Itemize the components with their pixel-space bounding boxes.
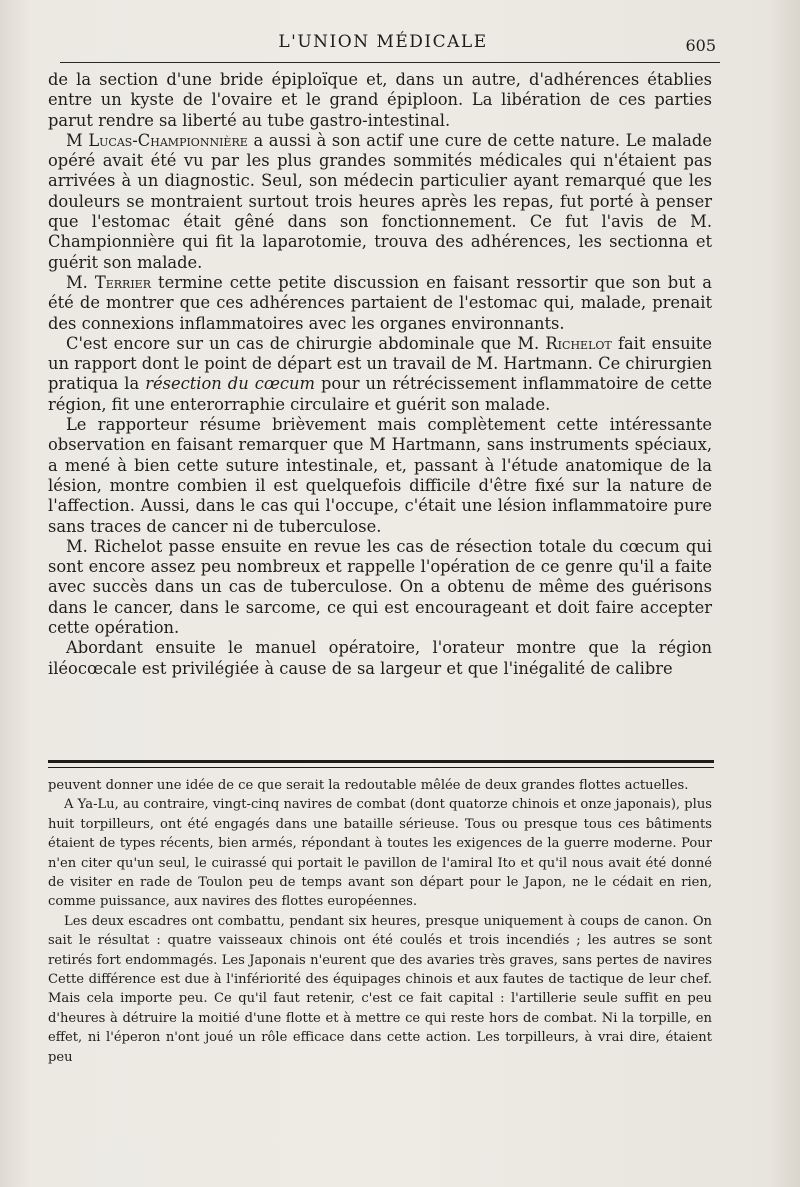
main-text <box>48 70 712 679</box>
paragraph-7: Abordant ensuite le manuel opératoire, l'orateur montre que la région iléocœcale est privilégiée à cause de sa largeur et que l'inégalité de calibre <box>48 638 712 678</box>
paragraph-2-prefix: M <box>66 130 89 150</box>
running-title: L'UNION MÉDICALE <box>278 32 488 52</box>
paragraph-3-prefix: M. <box>66 272 95 292</box>
speaker-name: Lucas-Championnière <box>88 130 248 150</box>
paragraph-6: M. Richelot passe ensuite en revue les cas de résection totale du cœcum qui sont encore assez peu nombreux et rappelle l'opération de ce genre qu'il a faite avec succès dans un cas de tuberculose. On a obtenu de même des guérisons dans le cancer, dans le sarcome, ce qui est encourageant et doit faire accepter cette opération. <box>48 536 712 638</box>
feuilleton-rule-thin <box>48 767 714 768</box>
note-paragraph-2: A Ya-Lu, au contraire, vingt-cinq navires de combat (dont quatorze chinois et onze japonais), plus huit torpilleurs, ont été engagés dans une bataille sérieuse. Tous ou presque tous ces bâtiments étaient de types récents, bien armés, répondant à toutes les exigences de la guerre moderne. Pour n'en citer qu'un seul, le cuirassé qui portait le pavillon de l'amiral Ito et qu'il nous avait été donné de visiter en rade de Toulon peu de temps avant son départ pour le Japon, ne le cédait en rien, comme puissance, aux navires des flottes européennes. <box>48 797 712 910</box>
paragraph-1: de la section d'une bride épiploïque et, dans un autre, d'adhérences établies entre un kyste de l'ovaire et le grand épiploon. La libération de ces parties parut rendre sa liberté au tube gastro-intestinal. <box>48 70 712 130</box>
header-rule <box>60 62 720 63</box>
paragraph-4-middle: fait ensuite un rapport dont le point de départ est un travail de M. Hartmann. Ce chirurgien pratiqua la <box>48 333 713 394</box>
paragraph-3 <box>48 273 712 334</box>
page-number: 605 <box>685 36 716 55</box>
page-header <box>48 28 718 58</box>
speaker-name: Richelot <box>545 333 612 353</box>
feuilleton-text <box>48 776 712 1067</box>
feuilleton-rule-thick <box>48 760 714 763</box>
paragraph-5: Le rapporteur résume brièvement mais complètement cette intéressante observation en faisant remarquer que M Hartmann, sans instruments spéciaux, a mené à bien cette suture intestinale, et, passant à l'étude anatomique de la lésion, montre combien il est quelquefois difficile d'être fixé sur la nature de l'affection. Aussi, dans le cas qui l'occupe, c'était une lésion inflammatoire pure sans traces de cancer ni de tuberculose. <box>48 415 712 536</box>
paragraph-2 <box>48 131 712 273</box>
italic-term: résection du cœcum <box>145 374 315 394</box>
speaker-name: Terrier <box>94 272 151 292</box>
paragraph-4-prefix: C'est encore sur un cas de chirurgie abdominale que M. <box>66 333 546 353</box>
paragraph-3-body: termine cette petite discussion en faisant ressortir que son but a été de montrer que ces adhérences partaient de l'estomac qui, malade, prenait des connexions inflammatoires avec les organes environnants. <box>48 272 712 333</box>
paragraph-4-body: pour un rétrécissement inflammatoire de cette région, fit une enterorraphie circulaire et guérit son malade. <box>48 374 713 414</box>
paragraph-4 <box>48 334 712 415</box>
note-paragraph-3: Les deux escadres ont combattu, pendant six heures, presque uniquement à coups de canon. On sait le résultat : quatre vaisseaux chinois ont été coulés et trois incendiés ; les autres se sont retirés fort endommagés. Les Japonais n'eurent que des avaries très graves, sans pertes de navires Cette différence est due à l'infériorité des équipages chinois et aux fautes de tactique de leur chef. Mais cela importe peu. Ce qu'il faut retenir, c'est ce fait capital : l'artillerie seule suffit en peu d'heures à détruire la moitié d'une flotte et à mettre ce qui reste hors de combat. Ni la torpille, en effet, ni l'éperon n'ont joué un rôle efficace dans cette action. Les torpilleurs, à vrai dire, étaient peu <box>48 913 712 1065</box>
paragraph-2-body: a aussi à son actif une cure de cette nature. Le malade opéré avait été vu par les plus grandes sommités médicales qui n'étaient pas arrivées à un diagnostic. Seul, son médecin particulier ayant remarqué que les douleurs se montraient surtout trois heures après les repas, fut porté à penser que l'estomac était gêné dans son fonctionnement. Ce fut l'avis de M. Championnière qui fit la laparotomie, trouva des adhérences, les sectionna et guérit son malade. <box>48 130 712 272</box>
note-paragraph-1: peuvent donner une idée de ce que serait la redoutable mêlée de deux grandes flottes actuelles. <box>48 778 689 793</box>
